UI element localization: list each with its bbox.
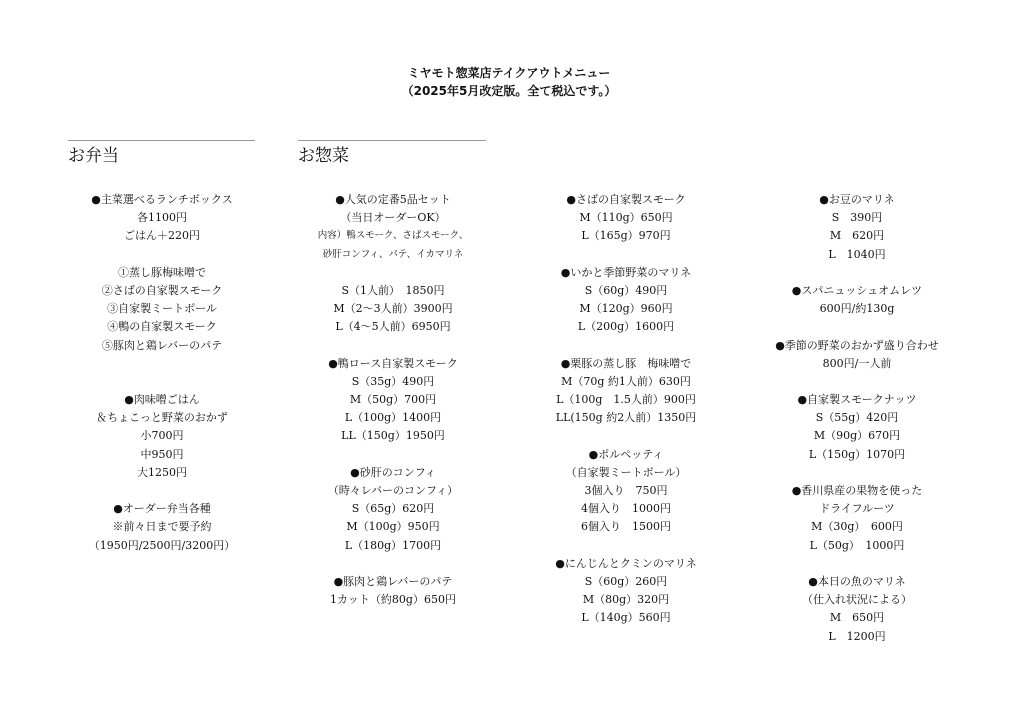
menu-item-name: ●栗豚の蒸し豚 梅味噌で [560, 356, 692, 370]
menu-item-name: ●主菜選べるランチボックス [91, 193, 233, 206]
menu-item-detail: L（150g）1070円 [808, 447, 906, 461]
section-heading-bento: お弁当 [68, 146, 119, 166]
menu-item-detail: ③自家製ミートボール [107, 302, 217, 316]
menu-item-detail: 3個入り 750円 [584, 484, 668, 497]
menu-item-name: ●肉味噌ごはん [124, 393, 200, 407]
menu-item-detail: M（50g）700円 [349, 393, 437, 407]
menu-item-detail: （自家製ミートボール） [565, 465, 687, 479]
menu-item-detail: 砂肝コンフィ、パテ、イカマリネ [322, 248, 464, 260]
menu-title-line1: ミヤモト惣菜店テイクアウトメニュー [407, 66, 611, 80]
menu-item-detail: S（1人前） 1850円 [341, 283, 445, 297]
menu-item-detail: M（90g）670円 [813, 429, 901, 443]
menu-item-name: ●香川県産の果物を使った [791, 484, 923, 497]
menu-item-detail: ごはん＋220円 [124, 229, 200, 243]
menu-item-detail: L 1200円 [828, 629, 886, 643]
menu-item-detail: 6個入り 1500円 [581, 520, 671, 534]
menu-spacer [516, 427, 736, 445]
menu-item-detail: L 1040円 [828, 247, 886, 261]
menu-item-detail: M 620円 [829, 229, 885, 243]
menu-item-detail: 1カット（約80g）650円 [330, 593, 456, 607]
menu-spacer [747, 264, 967, 282]
menu-item-detail: ＆ちょこっと野菜のおかず [96, 411, 228, 425]
menu-item-name: ●自家製スモークナッツ [797, 393, 917, 407]
menu-item-detail: 小700円 [140, 429, 184, 443]
menu-spacer [52, 355, 272, 373]
menu-item-detail: M（30g） 600円 [811, 520, 903, 534]
menu-item-detail: S（35g）490円 [351, 374, 435, 388]
menu-spacer [516, 337, 736, 355]
menu-item-detail: L（140g）560円 [581, 611, 671, 625]
menu-item-name: ●さばの自家製スモーク [566, 193, 686, 206]
menu-item-name: ●オーダー弁当各種 [113, 502, 211, 516]
menu-item-detail: （当日オーダーOK） [340, 211, 446, 225]
menu-item-detail: S 390円 [831, 211, 883, 225]
menu-item-name: ●本日の魚のマリネ [808, 574, 906, 588]
menu-item-name: ●砂肝のコンフィ [350, 465, 436, 479]
menu-item-detail: ⑤豚肉と鶏レバーのパテ [101, 338, 223, 352]
menu-item-detail: L（100g）1400円 [344, 411, 442, 425]
bento-divider [68, 140, 255, 141]
souzai-divider [298, 140, 486, 141]
menu-item-detail: ※前々日まで要予約 [112, 520, 212, 534]
menu-item-detail: S（60g）490円 [584, 283, 668, 297]
menu-item-detail: （1950円/2500円/3200円） [88, 538, 236, 552]
menu-item-detail: M（120g）960円 [579, 302, 673, 316]
menu-item-detail: 600円/約130g [819, 302, 895, 316]
menu-item-detail: L（165g）970円 [581, 229, 671, 243]
section-heading-souzai: お惣菜 [298, 146, 349, 166]
menu-spacer [52, 482, 272, 500]
menu-item-detail: 800円/一人前 [822, 356, 892, 370]
menu-item-detail: 4個入り 1000円 [581, 502, 671, 516]
menu-spacer [747, 555, 967, 573]
menu-item-detail: 内容）鴨スモーク、さばスモーク、 [317, 230, 469, 242]
menu-spacer [747, 373, 967, 391]
menu-spacer [516, 246, 736, 264]
menu-spacer [283, 446, 503, 464]
menu-item-detail: L（50g） 1000円 [809, 538, 905, 552]
menu-item-name: ●鴨ロース自家製スモーク [328, 356, 458, 370]
menu-item-name: ●お豆のマリネ [819, 193, 895, 206]
menu-item-detail: ドライフルーツ [819, 502, 895, 516]
menu-item-name: ●いかと季節野菜のマリネ [560, 265, 692, 279]
menu-spacer [747, 464, 967, 482]
menu-item-detail: L（200g）1600円 [577, 320, 675, 334]
menu-item-detail: L（100g 1.5人前）900円 [556, 393, 696, 407]
menu-item-name: ●にんじんとクミンのマリネ [555, 556, 697, 570]
menu-spacer [52, 373, 272, 391]
menu-column-4 [747, 191, 967, 646]
menu-spacer [283, 264, 503, 282]
menu-item-name: ●季節の野菜のおかず盛り合わせ [775, 338, 939, 352]
menu-column-1 [52, 191, 272, 555]
menu-item-detail: M（110g）650円 [579, 211, 673, 225]
menu-item-detail: S（55g）420円 [815, 411, 899, 425]
menu-item-name: ●スパニュッシュオムレツ [791, 283, 923, 297]
menu-spacer [283, 555, 503, 573]
menu-item-detail: 大1250円 [137, 465, 187, 479]
menu-spacer [747, 318, 967, 336]
menu-item-name: ●人気の定番5品セット [335, 193, 451, 206]
menu-item-detail: 中950円 [140, 447, 184, 461]
menu-item-detail: ①蒸し豚梅味噌で [118, 265, 206, 279]
menu-item-detail: S（65g）620円 [351, 502, 435, 516]
menu-item-detail: S（60g）260円 [584, 574, 668, 588]
menu-item-detail: M（2〜3人前）3900円 [333, 302, 453, 316]
menu-item-name: ●ポルペッティ [588, 447, 664, 461]
menu-spacer [516, 537, 736, 555]
menu-item-detail: （時々レバーのコンフィ） [327, 484, 459, 497]
menu-item-detail: ④鴨の自家製スモーク [107, 320, 217, 334]
menu-spacer [52, 246, 272, 264]
menu-item-detail: M（100g）950円 [346, 520, 440, 534]
menu-item-detail: L（4〜5人前）6950円 [335, 320, 451, 334]
menu-item-detail: 各1100円 [137, 211, 187, 225]
menu-item-detail: L（180g）1700円 [344, 538, 442, 552]
menu-title-line2: （2025年5月改定版。全て税込です。） [401, 84, 617, 98]
menu-column-2 [283, 191, 503, 609]
menu-item-detail: ②さばの自家製スモーク [101, 283, 223, 297]
menu-item-detail: M 650円 [829, 611, 885, 625]
menu-spacer [283, 337, 503, 355]
menu-column-3 [516, 191, 736, 628]
menu-item-detail: M（70g 約1人前）630円 [561, 374, 691, 388]
menu-item-detail: LL（150g）1950円 [341, 429, 445, 443]
menu-item-detail: M（80g）320円 [582, 593, 670, 607]
menu-item-detail: LL(150g 約2人前）1350円 [555, 411, 697, 425]
menu-item-detail: （仕入れ状況による） [802, 593, 912, 607]
menu-item-name: ●豚肉と鶏レバーのパテ [333, 574, 453, 588]
menu-title [0, 64, 1018, 100]
